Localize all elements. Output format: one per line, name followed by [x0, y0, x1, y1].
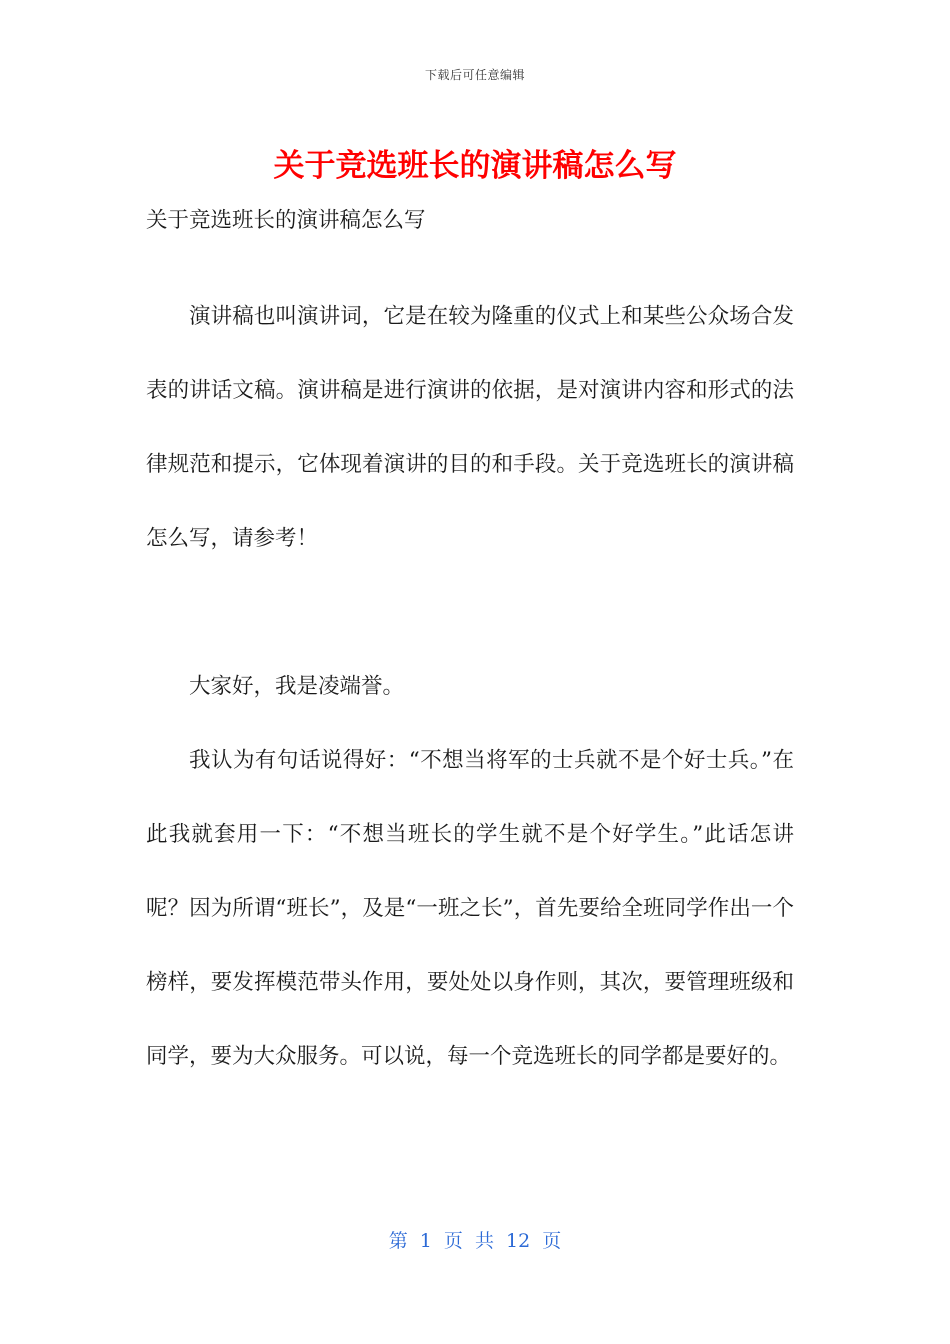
page-header-note: 下载后可任意编辑 — [424, 68, 525, 82]
paragraph-spacer — [146, 576, 794, 650]
document-title: 关于竞选班长的演讲稿怎么写 — [273, 148, 677, 184]
document-subtitle: 关于竞选班长的演讲稿怎么写 — [146, 208, 426, 233]
paragraph-intro: 演讲稿也叫演讲词，它是在较为隆重的仪式上和某些公众场合发表的讲话文稿。演讲稿是进行演讲的依据，是对演讲内容和形式的法律规范和提示，它体现着演讲的目的和手段。关于竞选班长的演讲稿怎么写，请参考！ — [146, 304, 794, 551]
page-number: 第 1 页 共 12 页 — [388, 1230, 562, 1252]
document-body — [146, 206, 794, 1094]
paragraph-greeting: 大家好，我是凌端誉。 — [189, 674, 405, 699]
paragraph-main: 我认为有句话说得好：“不想当将军的士兵就不是个好士兵。”在此我就套用一下：“不想当班长的学生就不是个好学生。”此话怎讲呢？因为所谓“班长”，及是“一班之长”，首先要给全班同学作出一个榜样，要发挥模范带头作用，要处处以身作则，其次，要管理班级和同学，要为大众服务。可以说，每一个竞选班长的同学都是要好的。 — [146, 748, 794, 1069]
